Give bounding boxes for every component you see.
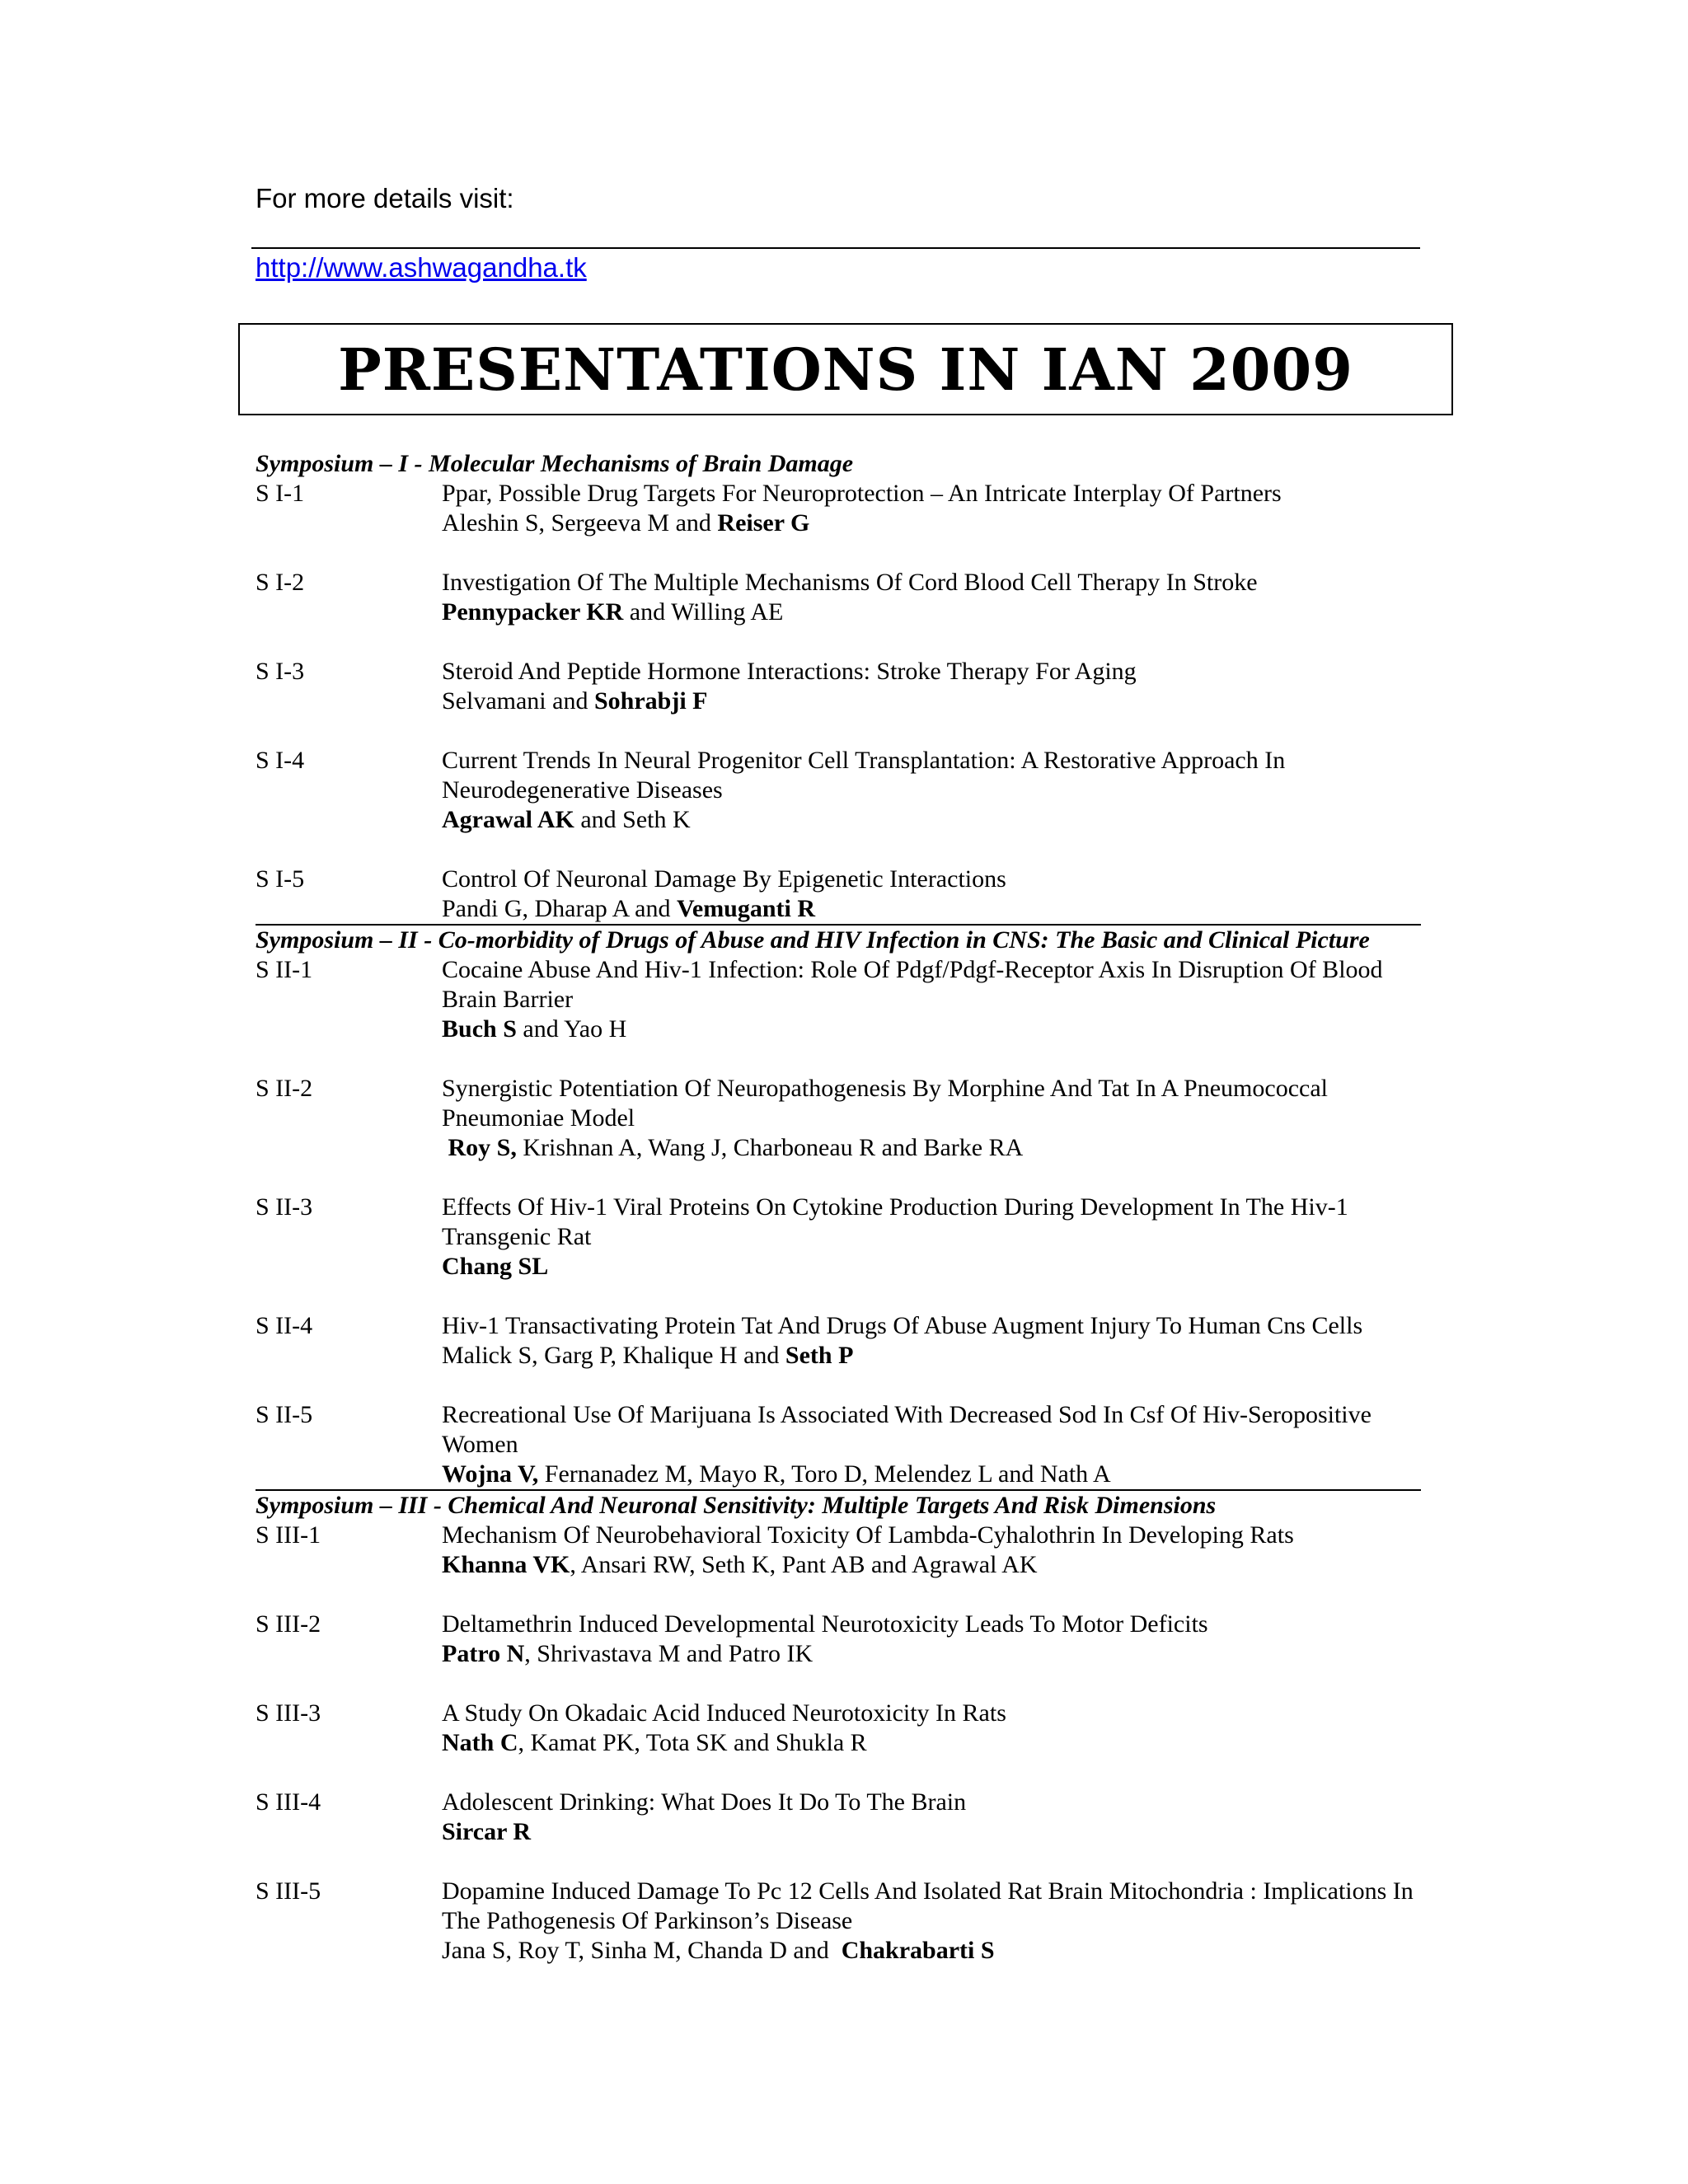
talk-details bbox=[442, 657, 1421, 716]
talk-details bbox=[442, 1193, 1421, 1282]
presenting-author: Pennypacker KR bbox=[442, 598, 624, 626]
talk-details bbox=[442, 568, 1421, 627]
talk-entry bbox=[256, 1610, 1421, 1669]
symposium-heading: Symposium – I - Molecular Mechanisms of Brain Damage bbox=[256, 450, 854, 477]
talk-title: Hiv-1 Transactivating Protein Tat And Drugs Of Abuse Augment Injury To Human Cns Cells bbox=[442, 1312, 1363, 1339]
talk-code: S II-1 bbox=[256, 956, 313, 983]
talk-code: S III-2 bbox=[256, 1610, 321, 1638]
talk-authors bbox=[442, 1341, 1421, 1371]
presenting-author: Nath C bbox=[442, 1729, 518, 1756]
talk-entry bbox=[256, 1699, 1421, 1758]
talk-title: Deltamethrin Induced Developmental Neurotoxicity Leads To Motor Deficits bbox=[442, 1610, 1208, 1638]
authors-text: , Shrivastava M and Patro IK bbox=[524, 1640, 814, 1667]
talk-title: Adolescent Drinking: What Does It Do To The Brain bbox=[442, 1788, 967, 1816]
details-label: For more details visit: bbox=[256, 183, 514, 213]
talk-authors bbox=[442, 1550, 1421, 1580]
symposium-heading: Symposium – III - Chemical And Neuronal Sensitivity: Multiple Targets And Risk Dimensions bbox=[256, 1492, 1217, 1519]
presenting-author: Wojna V, bbox=[442, 1460, 539, 1488]
title-banner bbox=[238, 323, 1453, 415]
talk-authors bbox=[442, 1639, 1421, 1669]
talk-code: S III-5 bbox=[256, 1877, 321, 1905]
talk-title: Control Of Neuronal Damage By Epigenetic Interactions bbox=[442, 865, 1006, 893]
talk-entry bbox=[256, 1074, 1421, 1163]
talk-title: Ppar, Possible Drug Targets For Neuroprotection – An Intricate Interplay Of Partners bbox=[442, 480, 1282, 507]
header-divider bbox=[251, 247, 1420, 249]
talk-code: S II-2 bbox=[256, 1075, 313, 1102]
talk-authors bbox=[442, 509, 1421, 538]
authors-text: Krishnan A, Wang J, Charboneau R and Barke RA bbox=[516, 1134, 1024, 1161]
presenting-author: Buch S bbox=[442, 1015, 517, 1043]
presenting-author: Reiser G bbox=[717, 509, 810, 537]
authors-text: Fernanadez M, Mayo R, Toro D, Melendez L and Nath A bbox=[538, 1460, 1111, 1488]
talk-title: Steroid And Peptide Hormone Interactions: Stroke Therapy For Aging bbox=[442, 658, 1137, 685]
talk-entry bbox=[256, 1400, 1421, 1489]
presenting-author: Chakrabarti S bbox=[841, 1937, 995, 1964]
talk-title: Recreational Use Of Marijuana Is Associated With Decreased Sod In Csf Of Hiv-Seropositive Women bbox=[442, 1401, 1372, 1458]
authors-text: Jana S, Roy T, Sinha M, Chanda D and bbox=[442, 1937, 842, 1964]
talk-details bbox=[442, 1521, 1421, 1580]
authors-text: Aleshin S, Sergeeva M and bbox=[442, 509, 718, 537]
authors-text: Selvamani and bbox=[442, 687, 594, 715]
talk-code: S III-4 bbox=[256, 1788, 321, 1816]
talk-title: A Study On Okadaic Acid Induced Neurotoxicity In Rats bbox=[442, 1699, 1006, 1727]
talk-details bbox=[442, 955, 1421, 1044]
talk-details bbox=[442, 746, 1421, 835]
presenting-author: Sohrabji F bbox=[593, 687, 708, 715]
authors-text: , Ansari RW, Seth K, Pant AB and Agrawal AK bbox=[570, 1551, 1038, 1578]
talk-entry bbox=[256, 657, 1421, 716]
talk-code: S III-3 bbox=[256, 1699, 321, 1727]
talk-entry bbox=[256, 1311, 1421, 1371]
talk-authors bbox=[442, 1728, 1421, 1758]
authors-text: and Seth K bbox=[574, 806, 691, 833]
talk-authors bbox=[442, 894, 1421, 924]
talk-authors bbox=[442, 1015, 1421, 1044]
talk-code: S II-4 bbox=[256, 1312, 313, 1339]
presenting-author: Chang SL bbox=[442, 1253, 549, 1280]
talk-details bbox=[442, 865, 1421, 924]
authors-text bbox=[442, 1134, 448, 1161]
talk-details bbox=[442, 1400, 1421, 1489]
symposium-section bbox=[256, 449, 1421, 924]
presenting-author: Sircar R bbox=[442, 1818, 532, 1845]
presenting-author: Roy S, bbox=[448, 1134, 517, 1161]
talk-authors bbox=[442, 1817, 1421, 1847]
talk-authors bbox=[442, 598, 1421, 627]
talk-code: S I-3 bbox=[256, 658, 305, 685]
talk-details bbox=[442, 1877, 1421, 1966]
symposium-section bbox=[256, 924, 1421, 1489]
talk-details bbox=[442, 1788, 1421, 1847]
authors-text: , Kamat PK, Tota SK and Shukla R bbox=[518, 1729, 867, 1756]
talk-entry bbox=[256, 865, 1421, 924]
talk-details bbox=[442, 1074, 1421, 1163]
presenting-author: Vemuganti R bbox=[676, 895, 816, 922]
authors-text: and Willing AE bbox=[623, 598, 784, 626]
talk-code: S I-4 bbox=[256, 747, 305, 774]
authors-text: Malick S, Garg P, Khalique H and bbox=[442, 1342, 785, 1369]
presenting-author: Agrawal AK bbox=[442, 806, 574, 833]
talk-entry bbox=[256, 1877, 1421, 1966]
program-listing bbox=[256, 449, 1421, 1966]
talk-code: S III-1 bbox=[256, 1521, 321, 1549]
talk-entry bbox=[256, 955, 1421, 1044]
authors-text: and Yao H bbox=[516, 1015, 627, 1043]
page-title: PRESENTATIONS IN IAN 2009 bbox=[338, 335, 1353, 404]
talk-entry bbox=[256, 1788, 1421, 1847]
website-link[interactable]: http://www.ashwagandha.tk bbox=[256, 252, 587, 283]
talk-code: S I-1 bbox=[256, 480, 305, 507]
talk-details bbox=[442, 1610, 1421, 1669]
talk-title: Current Trends In Neural Progenitor Cell Transplantation: A Restorative Approach In Neurodegenerative Diseases bbox=[442, 747, 1286, 804]
talk-entry bbox=[256, 1521, 1421, 1580]
talk-entry bbox=[256, 568, 1421, 627]
talk-code: S II-5 bbox=[256, 1401, 313, 1428]
talk-title: Synergistic Potentiation Of Neuropathogenesis By Morphine And Tat In A Pneumococcal Pneumoniae Model bbox=[442, 1075, 1328, 1132]
talk-authors bbox=[442, 687, 1421, 716]
authors-text: Pandi G, Dharap A and bbox=[442, 895, 677, 922]
talk-details bbox=[442, 1311, 1421, 1371]
talk-authors bbox=[442, 1133, 1421, 1163]
talk-title: Effects Of Hiv-1 Viral Proteins On Cytokine Production During Development In The Hiv-1 Transgenic Rat bbox=[442, 1193, 1348, 1250]
talk-title: Investigation Of The Multiple Mechanisms Of Cord Blood Cell Therapy In Stroke bbox=[442, 569, 1258, 596]
presenting-author: Khanna VK bbox=[442, 1551, 570, 1578]
talk-authors bbox=[442, 1252, 1421, 1282]
talk-title: Cocaine Abuse And Hiv-1 Infection: Role Of Pdgf/Pdgf-Receptor Axis In Disruption Of Blood Brain Barrier bbox=[442, 956, 1383, 1013]
symposium-section bbox=[256, 1489, 1421, 1966]
talk-title: Mechanism Of Neurobehavioral Toxicity Of Lambda-Cyhalothrin In Developing Rats bbox=[442, 1521, 1294, 1549]
talk-code: S I-2 bbox=[256, 569, 305, 596]
presenting-author: Seth P bbox=[785, 1342, 854, 1369]
talk-entry bbox=[256, 1193, 1421, 1282]
talk-authors bbox=[442, 1460, 1421, 1489]
talk-authors bbox=[442, 1936, 1421, 1966]
talk-title: Dopamine Induced Damage To Pc 12 Cells And Isolated Rat Brain Mitochondria : Implications In The Pathogenesis Of Parkinson’s Disease bbox=[442, 1877, 1414, 1934]
talk-entry bbox=[256, 479, 1421, 538]
presenting-author: Patro N bbox=[442, 1640, 525, 1667]
talk-details bbox=[442, 479, 1421, 538]
talk-authors bbox=[442, 805, 1421, 835]
talk-details bbox=[442, 1699, 1421, 1758]
talk-code: S I-5 bbox=[256, 865, 305, 893]
talk-code: S II-3 bbox=[256, 1193, 313, 1221]
symposium-heading: Symposium – II - Co-morbidity of Drugs of Abuse and HIV Infection in CNS: The Basic and Clinical Picture bbox=[256, 926, 1370, 954]
talk-entry bbox=[256, 746, 1421, 835]
